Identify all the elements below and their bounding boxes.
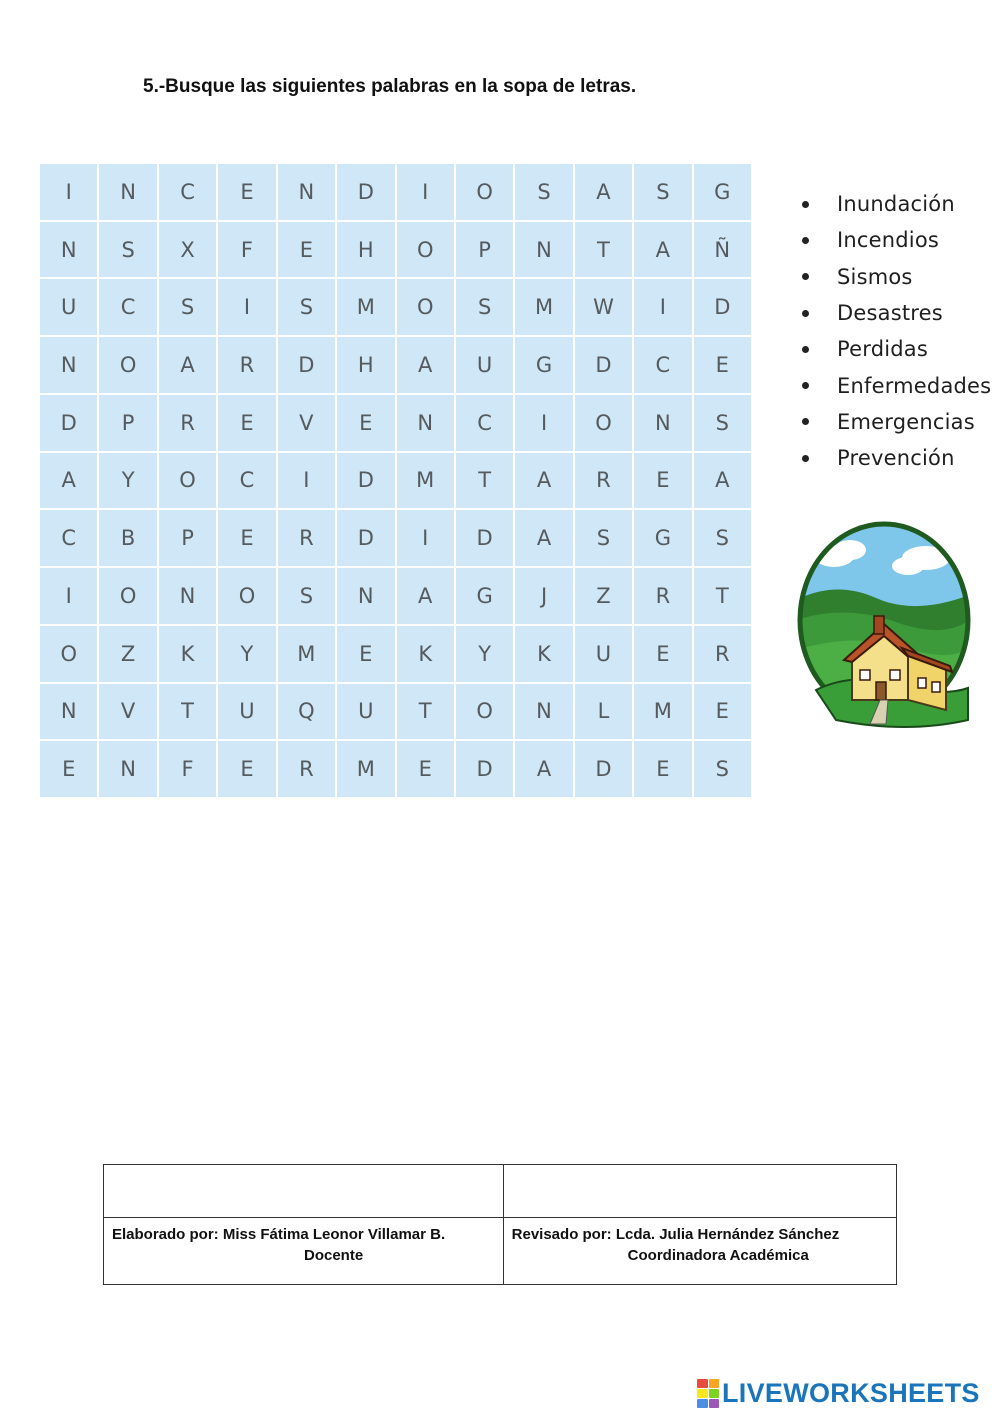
grid-cell[interactable]: D [575, 337, 632, 393]
word-label: Incendios [837, 228, 940, 253]
grid-cell[interactable]: G [634, 510, 691, 566]
grid-cell[interactable]: D [337, 510, 394, 566]
grid-cell[interactable]: S [99, 222, 156, 278]
grid-cell[interactable]: V [278, 395, 335, 451]
bullet-icon [802, 418, 809, 425]
grid-cell[interactable]: A [159, 337, 216, 393]
grid-cell[interactable]: R [575, 453, 632, 509]
grid-cell[interactable]: O [456, 684, 513, 740]
grid-cell[interactable]: B [99, 510, 156, 566]
grid-cell[interactable]: I [40, 568, 97, 624]
grid-cell[interactable]: J [515, 568, 572, 624]
grid-cell[interactable]: M [397, 453, 454, 509]
grid-cell[interactable]: I [515, 395, 572, 451]
grid-cell[interactable]: Z [575, 568, 632, 624]
grid-cell[interactable]: A [40, 453, 97, 509]
grid-cell[interactable]: T [397, 684, 454, 740]
grid-cell[interactable]: A [397, 337, 454, 393]
grid-cell[interactable]: O [99, 568, 156, 624]
grid-cell[interactable]: D [337, 453, 394, 509]
grid-cell[interactable]: N [634, 395, 691, 451]
reviewed-by-cell [503, 1218, 896, 1285]
signature-space-left [104, 1165, 504, 1218]
grid-cell[interactable]: H [337, 337, 394, 393]
grid-cell[interactable]: I [397, 164, 454, 220]
grid-cell[interactable]: S [278, 568, 335, 624]
grid-cell[interactable]: G [694, 164, 751, 220]
bullet-icon [802, 237, 809, 244]
grid-cell[interactable]: E [337, 395, 394, 451]
word-list-item [798, 186, 991, 222]
grid-cell[interactable]: K [397, 626, 454, 682]
grid-cell[interactable]: N [99, 164, 156, 220]
grid-cell[interactable]: S [694, 510, 751, 566]
word-list-item [798, 331, 991, 367]
grid-cell[interactable]: P [159, 510, 216, 566]
word-label: Desastres [837, 301, 943, 326]
grid-cell[interactable]: G [515, 337, 572, 393]
grid-cell[interactable]: I [278, 453, 335, 509]
grid-cell[interactable]: M [515, 279, 572, 335]
word-label: Inundación [837, 192, 955, 217]
grid-cell[interactable]: Y [456, 626, 513, 682]
liveworksheets-logo-icon [697, 1379, 719, 1409]
grid-cell[interactable]: D [456, 510, 513, 566]
grid-cell[interactable]: U [456, 337, 513, 393]
grid-cell[interactable]: O [397, 279, 454, 335]
grid-cell[interactable]: O [456, 164, 513, 220]
grid-cell[interactable]: S [456, 279, 513, 335]
instruction: 5.-Busque las siguientes palabras en la sopa de letras. [143, 76, 637, 97]
grid-cell[interactable]: D [575, 741, 632, 797]
grid-cell[interactable]: O [99, 337, 156, 393]
grid-cell[interactable]: K [515, 626, 572, 682]
grid-cell[interactable]: G [456, 568, 513, 624]
reviewed-by-role: Coordinadora Académica [627, 1247, 809, 1264]
grid-cell[interactable]: A [694, 453, 751, 509]
grid-cell[interactable]: E [218, 510, 275, 566]
grid-cell[interactable]: I [40, 164, 97, 220]
grid-cell[interactable]: M [634, 684, 691, 740]
signature-space-right [503, 1165, 896, 1218]
grid-cell[interactable]: C [99, 279, 156, 335]
grid-cell[interactable]: U [40, 279, 97, 335]
grid-cell[interactable]: E [337, 626, 394, 682]
word-label: Sismos [837, 264, 913, 289]
grid-cell[interactable]: N [40, 684, 97, 740]
grid-cell[interactable]: Z [99, 626, 156, 682]
grid-cell[interactable]: S [515, 164, 572, 220]
grid-cell[interactable]: R [634, 568, 691, 624]
grid-cell[interactable]: D [456, 741, 513, 797]
grid-cell[interactable]: S [634, 164, 691, 220]
word-list [798, 186, 991, 476]
grid-cell[interactable]: E [218, 164, 275, 220]
grid-cell[interactable]: N [159, 568, 216, 624]
grid-cell[interactable]: A [515, 741, 572, 797]
grid-cell[interactable]: F [218, 222, 275, 278]
grid-cell[interactable]: T [159, 684, 216, 740]
house-landscape-icon [796, 520, 972, 738]
grid-cell[interactable]: R [278, 510, 335, 566]
grid-cell[interactable]: D [278, 337, 335, 393]
bullet-icon [802, 273, 809, 280]
grid-cell[interactable]: M [337, 741, 394, 797]
brand-name: LIVEWORKSHEETS [722, 1378, 980, 1408]
grid-cell[interactable]: R [694, 626, 751, 682]
grid-cell[interactable]: E [694, 684, 751, 740]
word-label: Emergencias [837, 409, 975, 434]
bullet-icon [802, 201, 809, 208]
prepared-by-role: Docente [304, 1247, 364, 1264]
grid-cell[interactable]: E [634, 453, 691, 509]
grid-cell[interactable]: A [575, 164, 632, 220]
grid-cell[interactable]: C [40, 510, 97, 566]
word-list-item [798, 367, 991, 403]
grid-cell[interactable]: D [40, 395, 97, 451]
reviewed-by-name: Revisado por: Lcda. Julia Hernández Sánchez [511, 1226, 840, 1243]
grid-cell[interactable]: P [456, 222, 513, 278]
prepared-by-name: Elaborado por: Miss Fátima Leonor Villamar B. [112, 1226, 446, 1243]
grid-cell[interactable]: O [40, 626, 97, 682]
grid-cell[interactable]: N [40, 222, 97, 278]
grid-cell[interactable]: C [218, 453, 275, 509]
grid-cell[interactable]: M [278, 626, 335, 682]
grid-cell[interactable]: N [40, 337, 97, 393]
word-list-item [798, 295, 991, 331]
grid-cell[interactable]: O [218, 568, 275, 624]
grid-cell[interactable]: L [575, 684, 632, 740]
grid-cell[interactable]: E [694, 337, 751, 393]
grid-cell[interactable]: U [575, 626, 632, 682]
grid-cell[interactable]: N [515, 222, 572, 278]
grid-cell[interactable]: N [99, 741, 156, 797]
bullet-icon [802, 382, 809, 389]
word-search-grid [40, 164, 751, 797]
grid-cell[interactable]: N [337, 568, 394, 624]
grid-cell[interactable]: E [397, 741, 454, 797]
grid-cell[interactable]: A [397, 568, 454, 624]
grid-cell[interactable]: K [159, 626, 216, 682]
word-label: Prevención [837, 446, 955, 471]
grid-cell[interactable]: E [40, 741, 97, 797]
grid-cell[interactable]: T [575, 222, 632, 278]
grid-cell[interactable]: E [634, 626, 691, 682]
word-label: Perdidas [837, 337, 929, 362]
grid-cell[interactable]: E [218, 395, 275, 451]
grid-cell[interactable]: F [159, 741, 216, 797]
grid-cell[interactable]: D [694, 279, 751, 335]
word-list-item [798, 404, 991, 440]
grid-cell[interactable]: E [218, 741, 275, 797]
grid-cell[interactable]: N [515, 684, 572, 740]
grid-cell[interactable]: T [456, 453, 513, 509]
signature-table [103, 1164, 897, 1285]
bullet-icon [802, 346, 809, 353]
word-list-item [798, 222, 991, 258]
grid-cell[interactable]: I [634, 279, 691, 335]
grid-cell[interactable]: A [515, 453, 572, 509]
grid-cell[interactable]: R [159, 395, 216, 451]
grid-cell[interactable]: S [694, 395, 751, 451]
grid-cell[interactable]: U [218, 684, 275, 740]
grid-cell[interactable]: C [159, 164, 216, 220]
grid-cell[interactable]: A [515, 510, 572, 566]
grid-cell[interactable]: O [575, 395, 632, 451]
grid-cell[interactable]: A [634, 222, 691, 278]
grid-cell[interactable]: T [694, 568, 751, 624]
grid-cell[interactable]: M [337, 279, 394, 335]
grid-cell[interactable]: N [397, 395, 454, 451]
grid-cell[interactable]: E [278, 222, 335, 278]
grid-cell[interactable]: H [337, 222, 394, 278]
word-label: Enfermedades [837, 373, 992, 398]
bullet-icon [802, 455, 809, 462]
grid-cell[interactable]: C [634, 337, 691, 393]
grid-cell[interactable]: X [159, 222, 216, 278]
grid-cell[interactable]: D [337, 164, 394, 220]
grid-cell[interactable]: O [159, 453, 216, 509]
grid-cell[interactable]: O [397, 222, 454, 278]
bullet-icon [802, 310, 809, 317]
liveworksheets-brand[interactable] [697, 1378, 980, 1409]
word-list-item [798, 440, 991, 476]
grid-cell[interactable]: R [218, 337, 275, 393]
grid-cell[interactable]: S [278, 279, 335, 335]
grid-cell[interactable]: Y [218, 626, 275, 682]
grid-cell[interactable]: S [694, 741, 751, 797]
grid-cell[interactable]: E [634, 741, 691, 797]
grid-cell[interactable]: C [456, 395, 513, 451]
grid-cell[interactable]: P [99, 395, 156, 451]
grid-cell[interactable]: I [218, 279, 275, 335]
grid-cell[interactable]: R [278, 741, 335, 797]
grid-cell[interactable]: V [99, 684, 156, 740]
grid-cell[interactable]: U [337, 684, 394, 740]
grid-cell[interactable]: S [575, 510, 632, 566]
word-list-item [798, 259, 991, 295]
grid-cell[interactable]: W [575, 279, 632, 335]
grid-cell[interactable]: N [278, 164, 335, 220]
grid-cell[interactable]: Ñ [694, 222, 751, 278]
grid-cell[interactable]: S [159, 279, 216, 335]
prepared-by-cell [104, 1218, 504, 1285]
grid-cell[interactable]: Q [278, 684, 335, 740]
grid-cell[interactable]: I [397, 510, 454, 566]
grid-cell[interactable]: Y [99, 453, 156, 509]
